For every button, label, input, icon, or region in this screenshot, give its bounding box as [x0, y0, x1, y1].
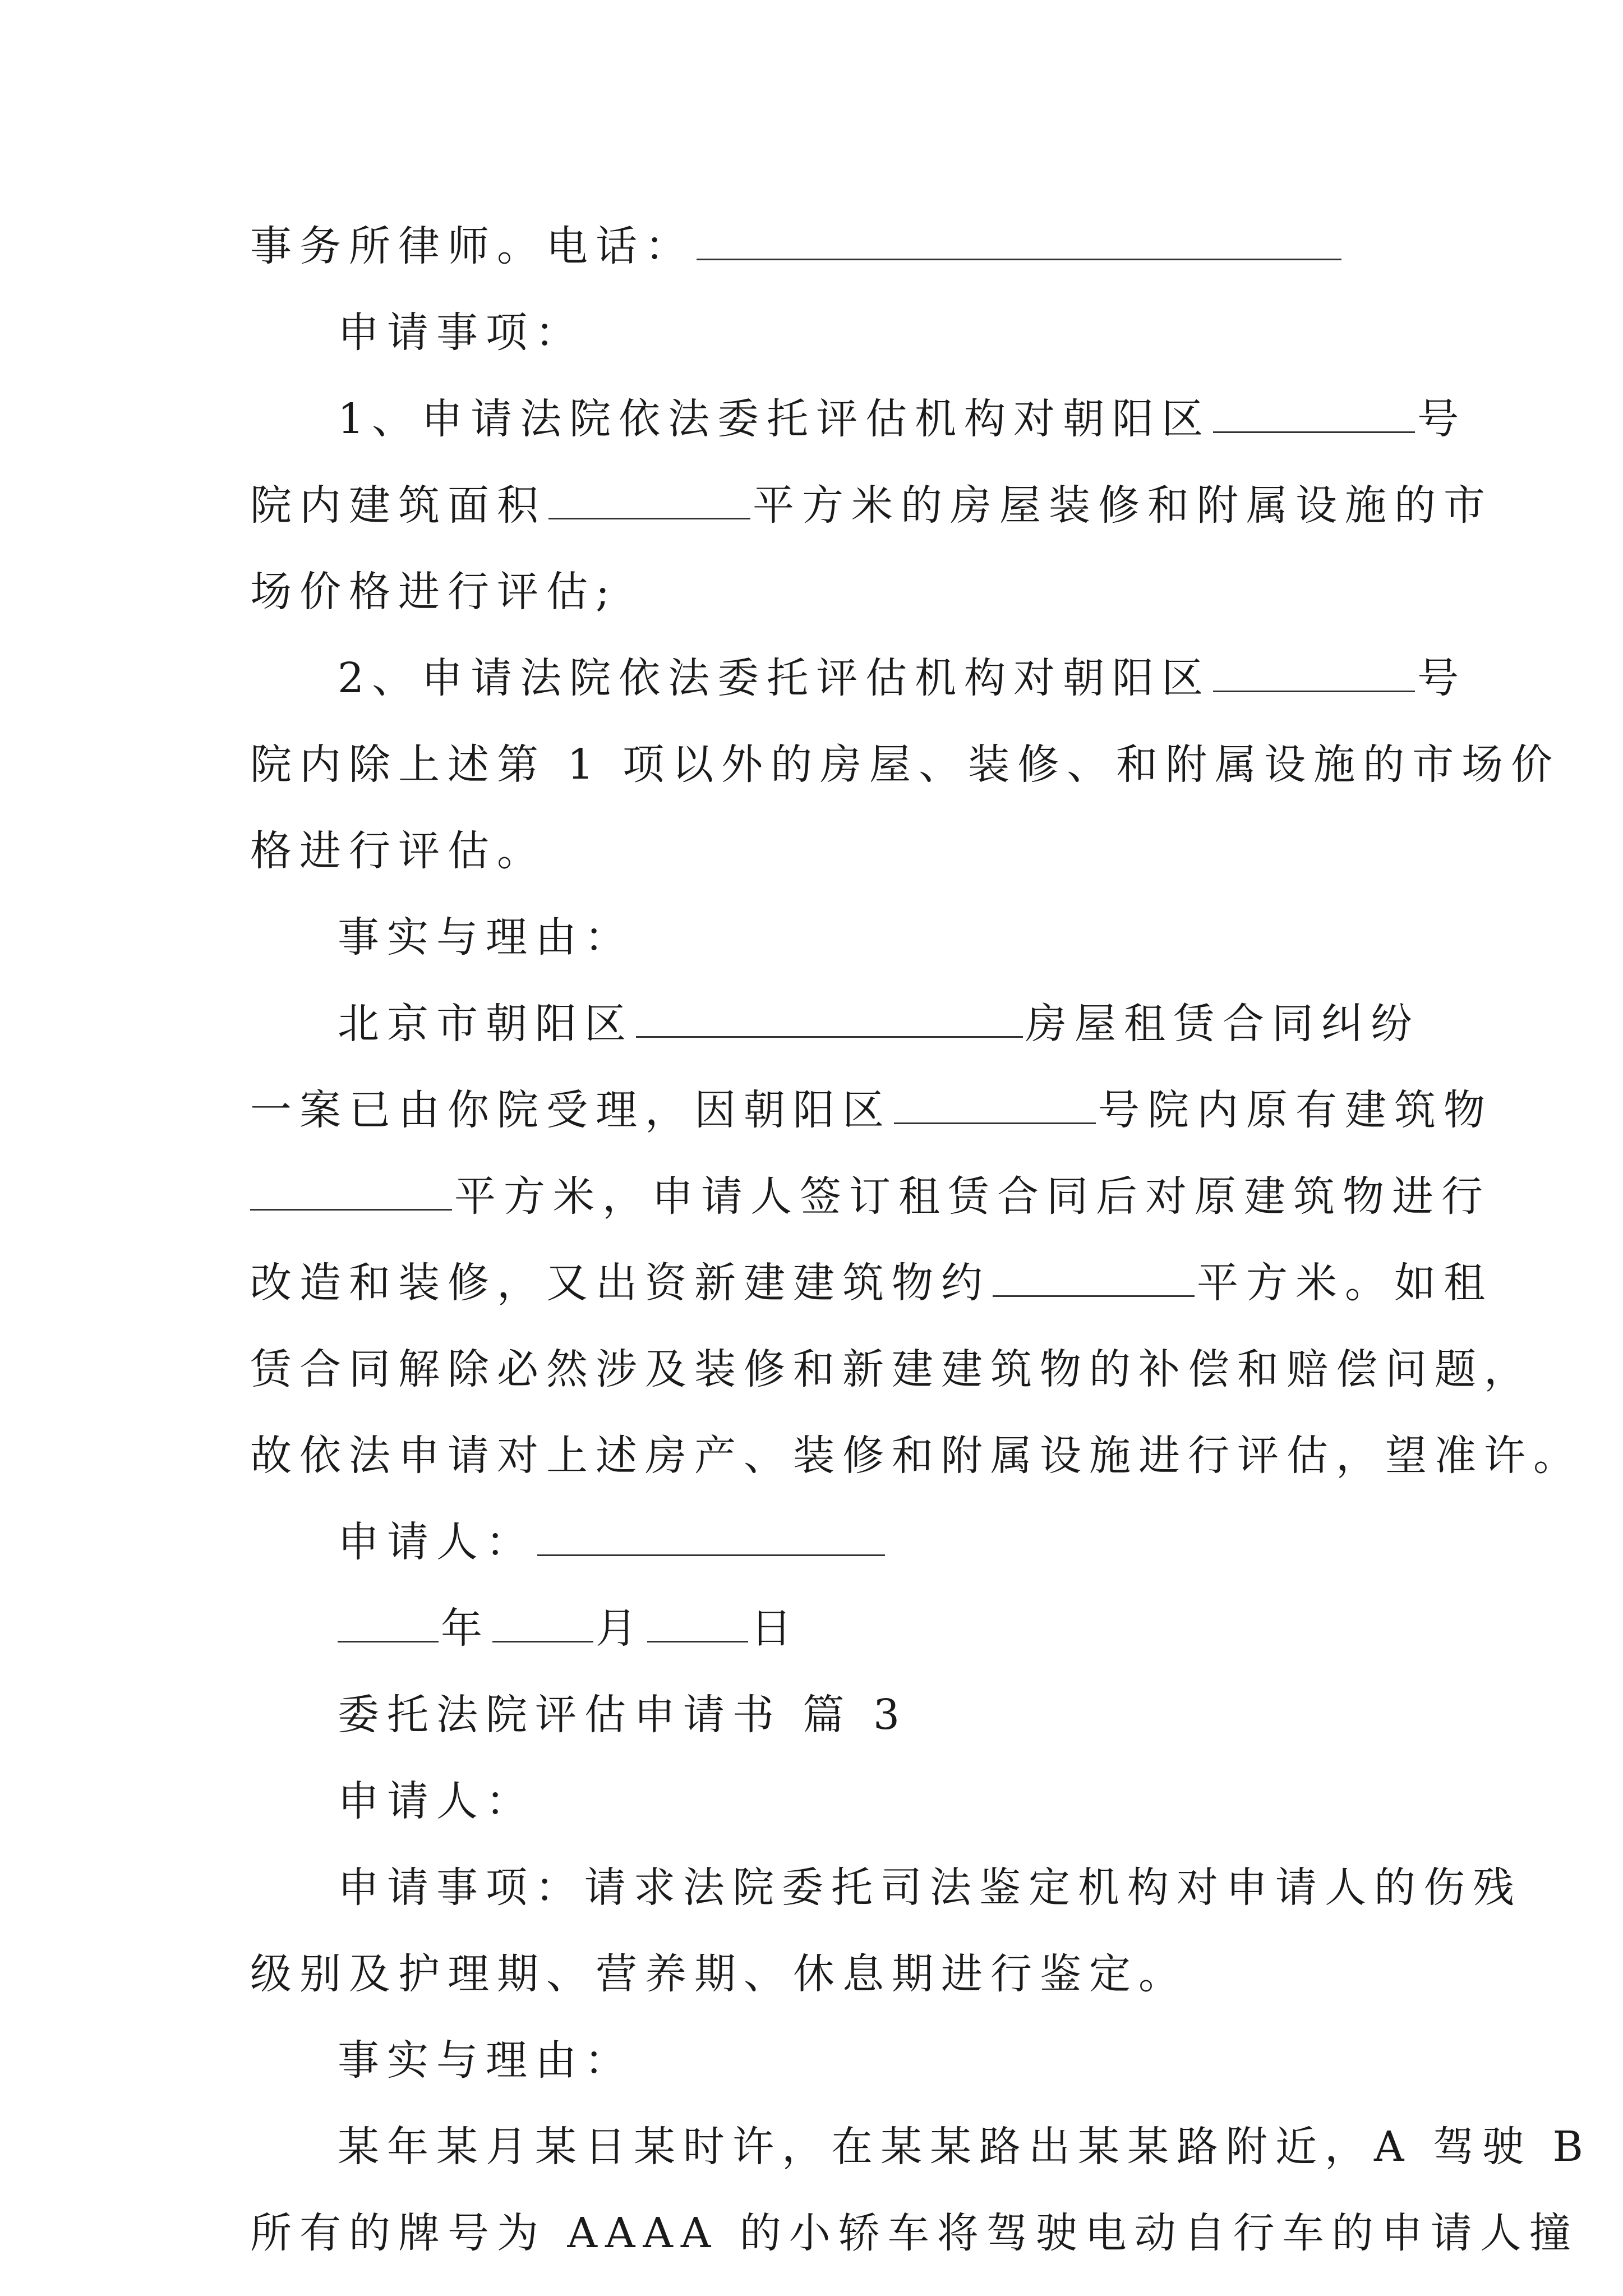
item1-text-c: 院内建筑面积	[250, 481, 546, 530]
facts-line5: 赁合同解除必然涉及装修和新建建筑物的补偿和赔偿问题，	[250, 1345, 1533, 1393]
facts-line4	[250, 1240, 1493, 1326]
item2-line1	[250, 635, 1467, 721]
new-area-blank	[993, 1262, 1195, 1297]
item1-line1	[250, 376, 1467, 462]
item2-line3: 格进行评估。	[250, 827, 546, 875]
phone-blank	[697, 225, 1341, 260]
section-heading-3: 委托法院评估申请书 篇 3	[338, 1691, 908, 1739]
facts2-heading: 事实与理由：	[338, 2036, 634, 2085]
facts-text-4a: 改造和装修，又出资新建建筑物约	[250, 1259, 990, 1307]
item1-area-blank	[548, 484, 750, 519]
applicant-line	[250, 1499, 1400, 1585]
facts-line6: 故依法申请对上述房产、装修和附属设施进行评估，望准许。	[250, 1432, 1583, 1480]
month-label: 月	[596, 1604, 645, 1653]
item2-text-b: 号	[1417, 654, 1467, 702]
applicant-blank	[537, 1521, 885, 1556]
request-line2: 级别及护理期、营养期、休息期进行鉴定。	[250, 1950, 1188, 1998]
item2-address-blank	[1213, 657, 1415, 692]
case-blank	[636, 1002, 1023, 1038]
applicant2-label: 申请人：	[338, 1777, 535, 1825]
facts-line1	[250, 981, 1420, 1067]
lawyer-phone-label: 事务所律师。电话：	[250, 222, 694, 270]
year-blank	[338, 1607, 439, 1642]
item1-text-a: 1、申请法院依法委托评估机构对朝阳区	[338, 395, 1211, 443]
item1-address-blank	[1213, 398, 1415, 433]
address-blank	[894, 1089, 1096, 1124]
month-blank	[492, 1607, 593, 1642]
lawyer-phone-line	[250, 203, 1400, 289]
facts-text-2b: 号院内原有建筑物	[1098, 1086, 1493, 1134]
item1-line3: 场价格进行评估;	[250, 568, 617, 616]
facts-heading: 事实与理由：	[338, 913, 634, 961]
facts-text-1b: 房屋租赁合同纠纷	[1025, 1000, 1420, 1048]
facts-line3	[250, 1153, 1491, 1240]
applicant-label: 申请人：	[338, 1518, 535, 1566]
date-line	[250, 1585, 1400, 1672]
item1-text-d: 平方米的房屋装修和附属设施的市	[753, 481, 1493, 530]
story-line2: 所有的牌号为 AAAA 的小轿车将驾驶电动自行车的申请人撞	[250, 2209, 1579, 2257]
facts-text-2a: 一案已由你院受理，因朝阳区	[250, 1086, 892, 1134]
request-items-heading: 申请事项：	[338, 309, 584, 357]
day-label: 日	[750, 1604, 800, 1653]
facts-text-1a: 北京市朝阳区	[338, 1000, 634, 1048]
original-area-blank	[250, 1175, 452, 1211]
facts-text-4b: 平方米。如租	[1197, 1259, 1493, 1307]
day-blank	[647, 1607, 748, 1642]
facts-line2	[250, 1067, 1493, 1153]
item1-line2	[250, 462, 1493, 549]
request-line1: 申请事项：请求法院委托司法鉴定机构对申请人的伤残	[338, 1864, 1522, 1912]
item2-text-a: 2、申请法院依法委托评估机构对朝阳区	[338, 654, 1211, 702]
item2-line2: 院内除上述第 1 项以外的房屋、装修、和附属设施的市场价	[250, 740, 1561, 789]
document-body	[250, 203, 1591, 2276]
year-label: 年	[441, 1604, 490, 1653]
facts-text-3b: 平方米，申请人签订租赁合同后对原建筑物进行	[454, 1172, 1491, 1221]
story-line1: 某年某月某日某时许，在某某路出某某路附近，A 驾驶 B	[338, 2123, 1591, 2171]
item1-text-b: 号	[1417, 395, 1467, 443]
